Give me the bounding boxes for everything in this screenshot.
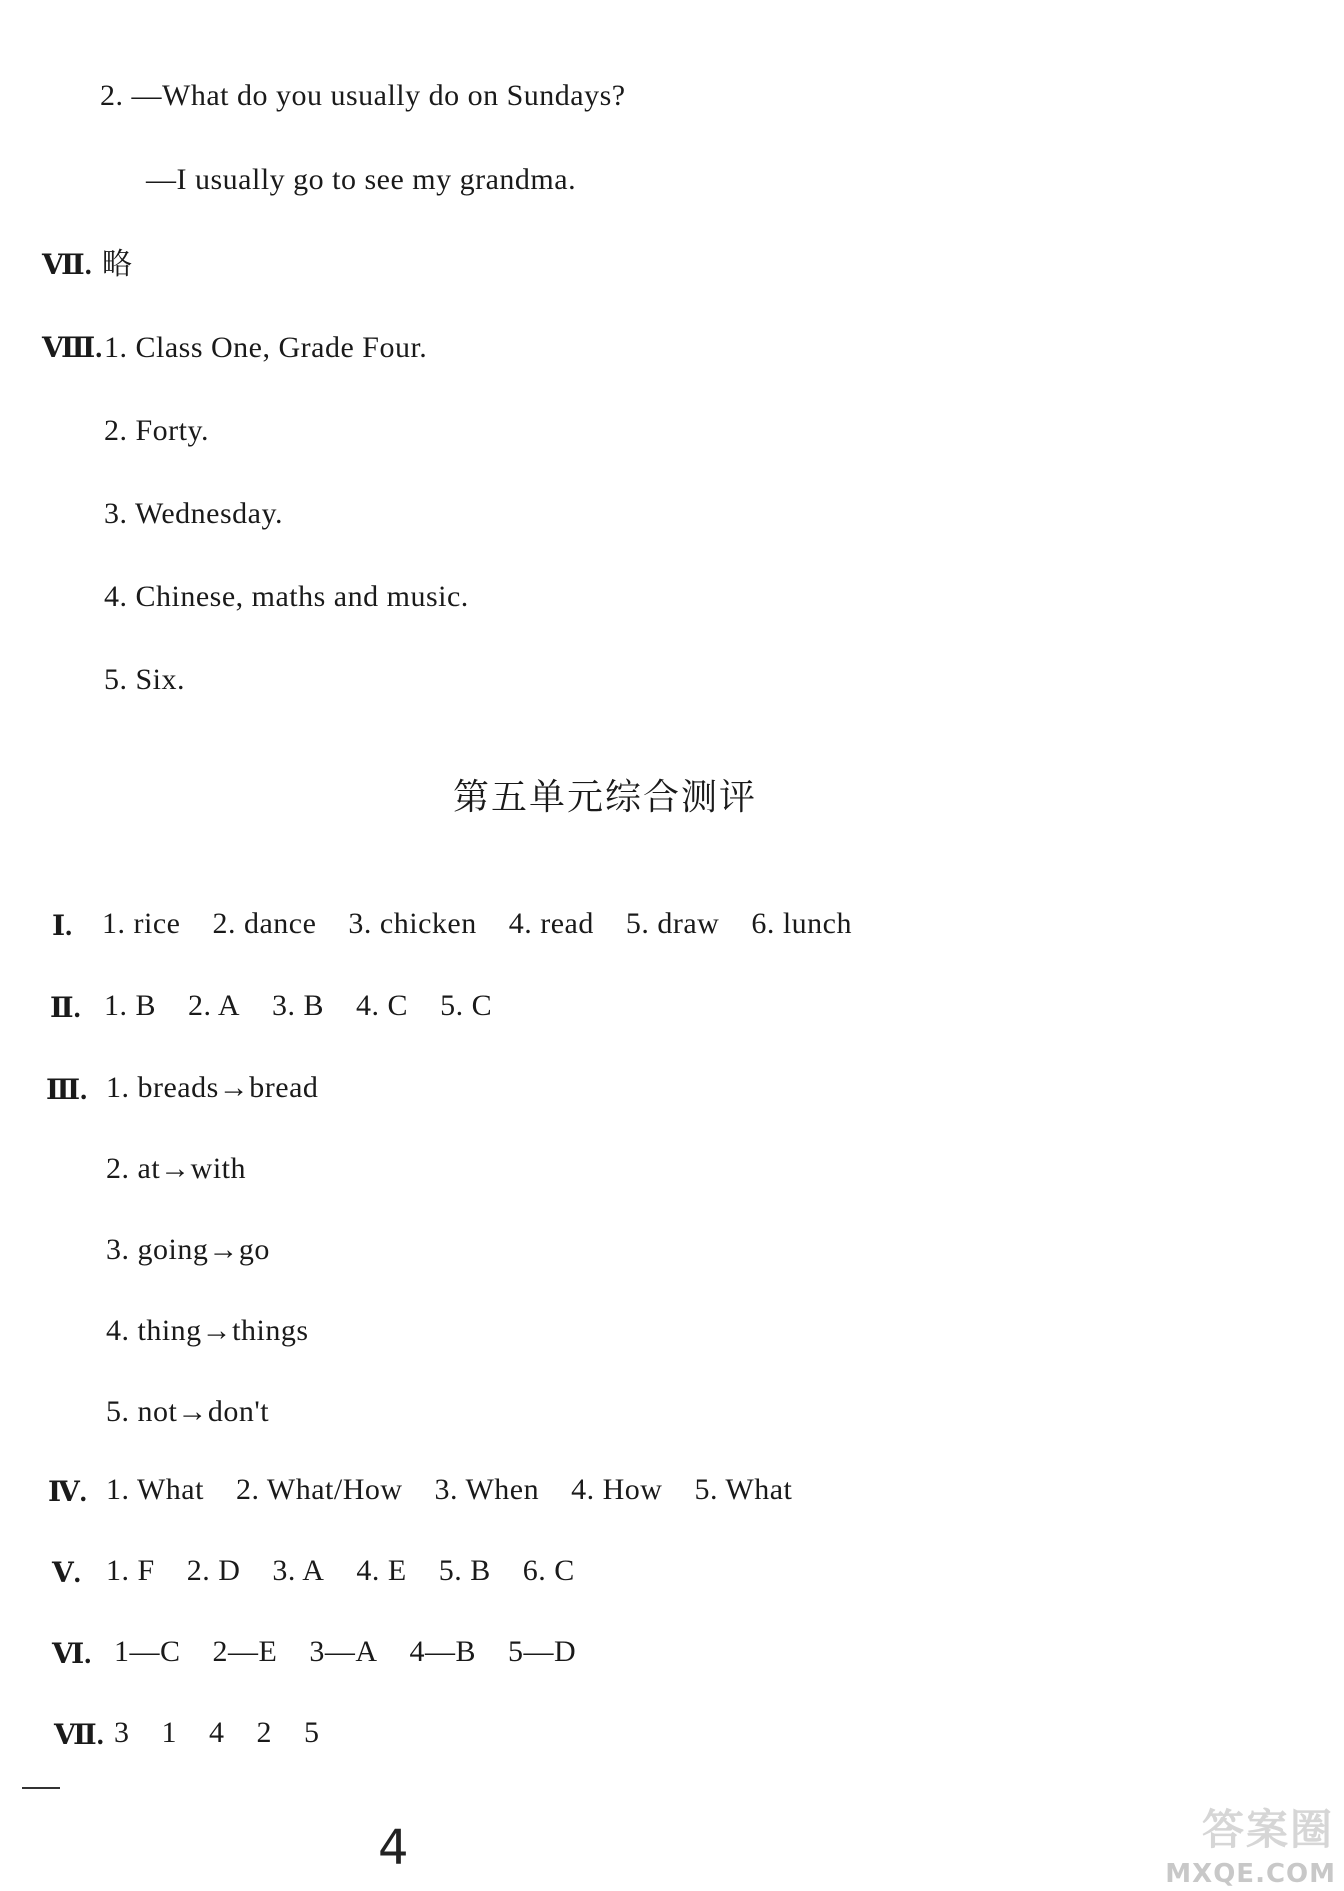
q2-prompt: 2. —What do you usually do on Sundays? xyxy=(100,79,626,112)
unit5-section-i-label: Ⅰ. xyxy=(52,911,73,942)
answer-item: 3. When xyxy=(434,1473,540,1506)
unit5-section-iii-label: Ⅲ. xyxy=(46,1075,88,1106)
answer-item: 5 xyxy=(304,1716,320,1749)
answer-item: 2. D xyxy=(186,1554,241,1587)
unit5-section-i-answers xyxy=(102,906,852,942)
unit5-section-v-label: Ⅴ. xyxy=(52,1558,81,1589)
section-viii-item-3: 3. Wednesday. xyxy=(104,497,284,530)
section-viii-item-5: 5. Six. xyxy=(104,663,186,696)
answer-item: 6. lunch xyxy=(751,907,852,940)
unit5-section-ii-label: Ⅱ. xyxy=(50,993,81,1024)
unit5-section-vi-label: Ⅵ. xyxy=(52,1639,92,1670)
unit5-section-v-answers xyxy=(106,1553,575,1589)
unit5-section-vii-answers xyxy=(114,1715,320,1751)
answer-item: 6. C xyxy=(522,1554,575,1587)
answer-item: 2. A xyxy=(188,989,241,1022)
answer-item: 1. What xyxy=(106,1473,204,1506)
answer-item: 5. draw xyxy=(625,907,720,940)
answer-item: 4. E xyxy=(356,1554,407,1587)
unit5-section-ii-answers xyxy=(104,988,492,1024)
watermark-site-text: MXQE.COM xyxy=(1165,1859,1336,1889)
answer-item: 5. What xyxy=(694,1473,793,1506)
unit5-section-iii-item-1: 1. breads→bread xyxy=(106,1071,319,1104)
site-watermark xyxy=(1124,1801,1344,1891)
answer-item: 1. B xyxy=(104,989,157,1022)
q2-answer: —I usually go to see my grandma. xyxy=(146,163,577,196)
footer-rule xyxy=(22,1787,60,1789)
answer-item: 1. F xyxy=(106,1554,155,1587)
answer-item: 1 xyxy=(161,1716,177,1749)
answer-item: 1. rice xyxy=(102,907,181,940)
answer-item: 4. C xyxy=(356,989,409,1022)
section-viii-item-1: 1. Class One, Grade Four. xyxy=(104,331,428,364)
answer-item: 4—B xyxy=(409,1635,477,1668)
section-viii-item-2: 2. Forty. xyxy=(104,414,210,447)
unit5-section-iii-item-4: 4. thing→things xyxy=(106,1314,309,1347)
answer-item: 5. B xyxy=(438,1554,491,1587)
answer-item: 2. dance xyxy=(212,907,317,940)
answer-item: 3. chicken xyxy=(348,907,477,940)
answer-item: 4 xyxy=(209,1716,225,1749)
answer-item: 2—E xyxy=(212,1635,278,1668)
unit5-section-vii-label: Ⅶ. xyxy=(54,1720,104,1751)
answer-item: 3 xyxy=(114,1716,130,1749)
answer-item: 3. B xyxy=(272,989,325,1022)
answer-item: 3—A xyxy=(309,1635,378,1668)
answer-item: 2 xyxy=(256,1716,272,1749)
answer-item: 1—C xyxy=(114,1635,181,1668)
answer-item: 5. C xyxy=(440,989,493,1022)
unit5-section-iv-answers xyxy=(106,1472,792,1508)
answer-item: 2. What/How xyxy=(235,1473,403,1506)
answer-item: 5—D xyxy=(508,1635,577,1668)
section-vii-text: 略 xyxy=(102,247,133,282)
unit5-section-iii-item-2: 2. at→with xyxy=(106,1152,246,1185)
answer-item: 4. read xyxy=(508,907,594,940)
section-viii-item-4: 4. Chinese, maths and music. xyxy=(104,580,469,613)
unit5-section-iii-item-3: 3. going→go xyxy=(106,1233,270,1266)
section-viii-label: Ⅷ. xyxy=(42,333,103,364)
unit5-title: 第五单元综合测评 xyxy=(452,777,757,818)
answer-item: 4. How xyxy=(571,1473,663,1506)
unit5-section-iii-item-5: 5. not→don't xyxy=(106,1395,270,1428)
page-number: 4 xyxy=(378,1820,409,1876)
unit5-section-vi-answers xyxy=(114,1634,576,1670)
unit5-section-iv-label: Ⅳ. xyxy=(48,1477,87,1508)
watermark-logo-text: 答案圈 xyxy=(1201,1805,1334,1854)
section-vii-label: Ⅶ. xyxy=(42,250,92,281)
answer-item: 3. A xyxy=(272,1554,325,1587)
